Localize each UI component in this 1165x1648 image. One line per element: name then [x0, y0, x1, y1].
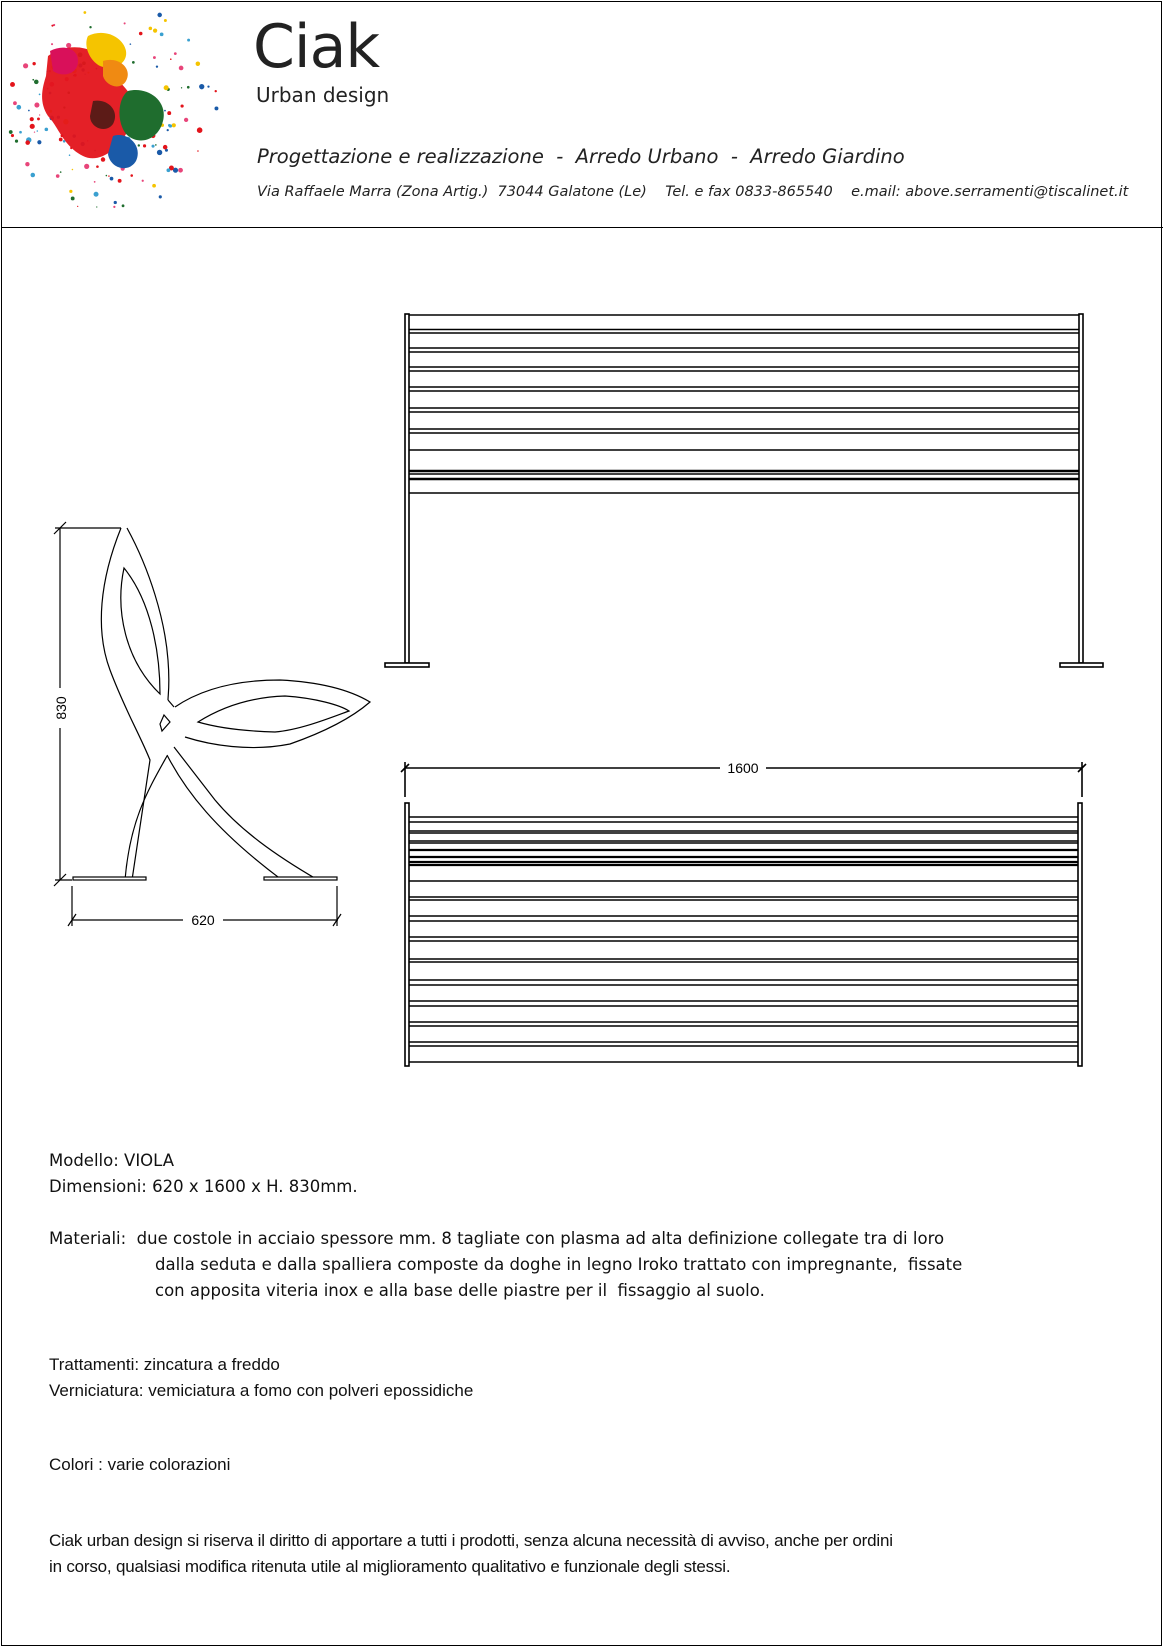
- dim-620-label: 620: [191, 912, 215, 928]
- top-view: [401, 762, 1086, 1066]
- side-neck: [168, 700, 174, 707]
- side-front-leg-inner: [167, 755, 282, 880]
- side-back-hole: [121, 568, 160, 694]
- dim-830-label: 830: [53, 696, 69, 720]
- side-rear-leg-inner: [125, 756, 167, 880]
- materials-line: dalla seduta e dalla spalliera composte da doghe in legno Iroko trattato con impregnante, fissate: [155, 1255, 963, 1274]
- top-left-rib: [405, 803, 409, 1066]
- model-value: VIOLA: [124, 1151, 175, 1170]
- dim-1600-label: 1600: [727, 760, 759, 776]
- front-left-post: [405, 314, 409, 663]
- treatments-label: Trattamenti:: [49, 1355, 144, 1374]
- front-right-post: [1079, 314, 1083, 663]
- side-joint-hole: [160, 715, 170, 731]
- colors-value: varie colorazioni: [107, 1455, 231, 1474]
- spec-treatments: [49, 1352, 280, 1378]
- colors-label: Colori :: [49, 1455, 108, 1474]
- front-view: [385, 314, 1103, 667]
- front-slats: [409, 315, 1079, 493]
- brand-subtitle: Urban design: [256, 83, 390, 107]
- top-right-rib: [1078, 803, 1082, 1066]
- treatments-value: zincatura a freddo: [143, 1355, 280, 1374]
- side-view: [54, 522, 370, 926]
- painting-value: vemiciatura a fomo con polveri epossidiche: [148, 1381, 474, 1400]
- spec-dimensions: [49, 1174, 358, 1200]
- materials-line: con apposita viteria inox e alla base delle piastre per il fissaggio al suolo.: [155, 1281, 765, 1300]
- side-seat-hole: [198, 696, 349, 732]
- spec-model: [49, 1148, 174, 1174]
- side-front-leg-outer: [174, 747, 318, 880]
- side-rear-foot: [73, 877, 146, 880]
- spec-materials: [49, 1226, 962, 1304]
- side-back-outer: [101, 528, 150, 880]
- front-left-foot: [385, 663, 429, 667]
- front-right-foot: [1060, 663, 1103, 667]
- dimensions-label: Dimensioni:: [49, 1177, 153, 1196]
- side-front-foot: [264, 877, 337, 880]
- brand-name: Ciak: [253, 12, 380, 82]
- top-slats: [409, 817, 1078, 1062]
- painting-label: Verniciatura:: [49, 1381, 149, 1400]
- disclaimer: [49, 1528, 893, 1580]
- spec-colors: [49, 1452, 230, 1478]
- disclaimer-line: Ciak urban design si riserva il diritto di apportare a tutti i prodotti, senza alcuna necessità di avviso, anche per ordini: [49, 1531, 893, 1550]
- materials-label: Materiali:: [49, 1229, 137, 1248]
- spec-painting: [49, 1378, 473, 1404]
- dimensions-value: 620 x 1600 x H. 830mm.: [152, 1177, 358, 1196]
- materials-line: due costole in acciaio spessore mm. 8 tagliate con plasma ad alta definizione collegate tra di loro: [136, 1229, 945, 1248]
- company-tagline: Progettazione e realizzazione - Arredo Urbano - Arredo Giardino: [257, 145, 905, 168]
- company-address: Via Raffaele Marra (Zona Artig.) 73044 Galatone (Le) Tel. e fax 0833-865540 e.mail: above.serramenti@tiscalinet.it: [257, 184, 1129, 200]
- disclaimer-line: in corso, qualsiasi modifica ritenuta utile al miglioramento qualitativo e funzionale degli stessi.: [49, 1557, 731, 1576]
- model-label: Modello:: [49, 1151, 125, 1170]
